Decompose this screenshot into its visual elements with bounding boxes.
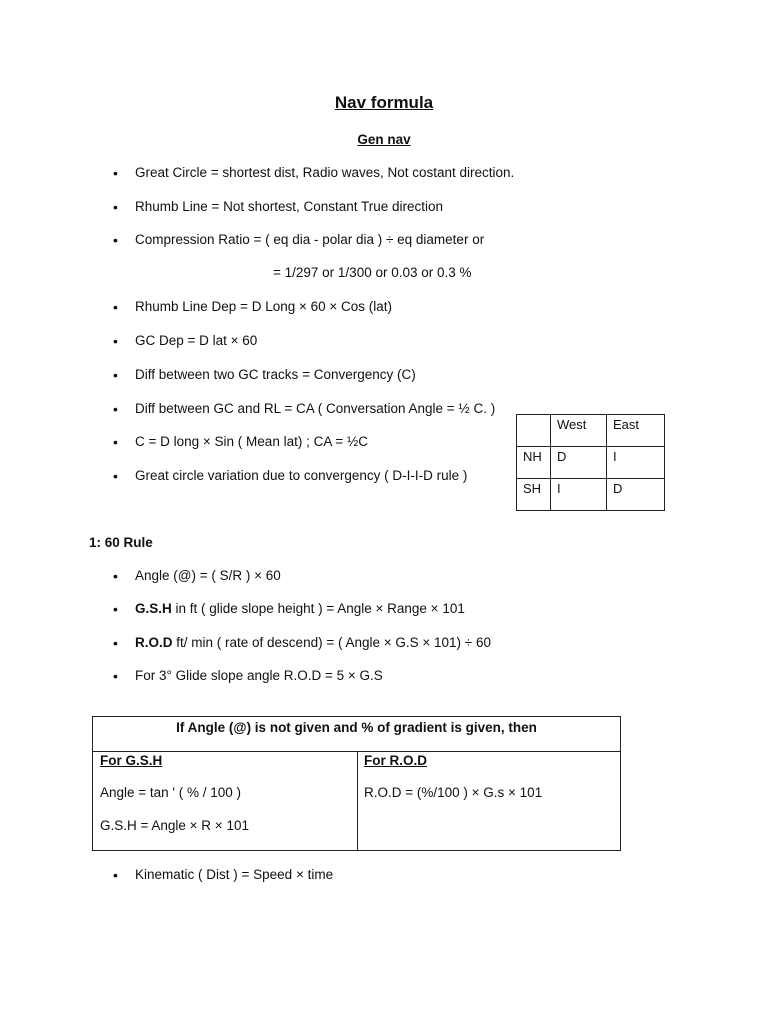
table-cell: D	[607, 479, 665, 511]
bullet-icon: •	[113, 468, 118, 484]
bullet-icon: •	[113, 867, 118, 883]
list-item-text: Great Circle = shortest dist, Radio waves, Not costant direction.	[135, 165, 515, 180]
list-item-bold: G.S.H	[135, 601, 172, 616]
bullet-icon: •	[113, 434, 118, 450]
gsh-formula-line: G.S.H = Angle × R × 101	[100, 818, 249, 833]
list-item-bold: R.O.D	[135, 635, 173, 650]
list-item-text: C = D long × Sin ( Mean lat) ; CA = ½C	[135, 434, 368, 449]
bullet-icon: •	[113, 199, 118, 215]
bullet-icon: •	[113, 668, 118, 684]
bullet-icon: •	[113, 367, 118, 383]
list-item-text: Diff between two GC tracks = Convergency (C)	[135, 367, 416, 382]
table-row	[517, 447, 665, 479]
table-cell: West	[551, 415, 607, 447]
compression-ratio-continuation: = 1/297 or 1/300 or 0.03 or 0.3 %	[273, 265, 472, 280]
table-cell: I	[551, 479, 607, 511]
table-cell: I	[607, 447, 665, 479]
bullet-icon: •	[113, 299, 118, 315]
bullet-icon: •	[113, 601, 118, 617]
list-item-text: Rhumb Line = Not shortest, Constant True direction	[135, 199, 444, 214]
list-item-text	[135, 568, 281, 583]
list-item-text: Rhumb Line Dep = D Long × 60 × Cos (lat)	[135, 299, 393, 314]
list-item-rest: Angle (@) = ( S/R ) × 60	[135, 568, 281, 583]
gsh-column-heading: For G.S.H	[100, 753, 163, 768]
list-item-rest: For 3° Glide slope angle R.O.D = 5 × G.S	[135, 668, 383, 683]
bullet-icon: •	[113, 568, 118, 584]
bullet-icon: •	[113, 165, 118, 181]
section-heading-1-60-rule: 1: 60 Rule	[89, 535, 153, 550]
table-cell: NH	[517, 447, 551, 479]
list-item-text	[135, 601, 465, 616]
gradient-formula-box	[92, 716, 621, 851]
table-cell: East	[607, 415, 665, 447]
rod-formula-line: R.O.D = (%/100 ) × G.s × 101	[364, 785, 543, 800]
list-item-rest: in ft ( glide slope height ) = Angle × Range × 101	[171, 601, 465, 616]
list-item-text: Diff between GC and RL = CA ( Conversation Angle = ½ C. )	[135, 401, 496, 416]
list-item-rest: ft/ min ( rate of descend) = ( Angle × G.S × 101) ÷ 60	[172, 635, 491, 650]
bullet-icon: •	[113, 401, 118, 417]
rod-column-heading: For R.O.D	[364, 753, 427, 768]
bullet-icon: •	[113, 333, 118, 349]
table-cell: SH	[517, 479, 551, 511]
list-item-text	[135, 635, 491, 650]
section-subtitle-gen-nav: Gen nav	[357, 132, 411, 147]
table-row	[517, 479, 665, 511]
list-item-text: Kinematic ( Dist ) = Speed × time	[135, 867, 334, 882]
table-row	[517, 415, 665, 447]
table-cell: D	[551, 447, 607, 479]
page-title: Nav formula	[334, 93, 434, 112]
convergency-rule-table	[516, 414, 665, 511]
list-item-text: GC Dep = D lat × 60	[135, 333, 258, 348]
column-divider	[357, 752, 358, 851]
gradient-box-header: If Angle (@) is not given and % of gradient is given, then	[93, 717, 620, 752]
table-cell	[517, 415, 551, 447]
bullet-icon: •	[113, 232, 118, 248]
list-item-text	[135, 668, 383, 683]
list-item-text: Great circle variation due to convergency ( D-I-I-D rule )	[135, 468, 468, 483]
bullet-icon: •	[113, 635, 118, 651]
list-item-text: Compression Ratio = ( eq dia - polar dia ) ÷ eq diameter or	[135, 232, 485, 247]
gsh-formula-line: Angle = tan ' ( % / 100 )	[100, 785, 242, 800]
